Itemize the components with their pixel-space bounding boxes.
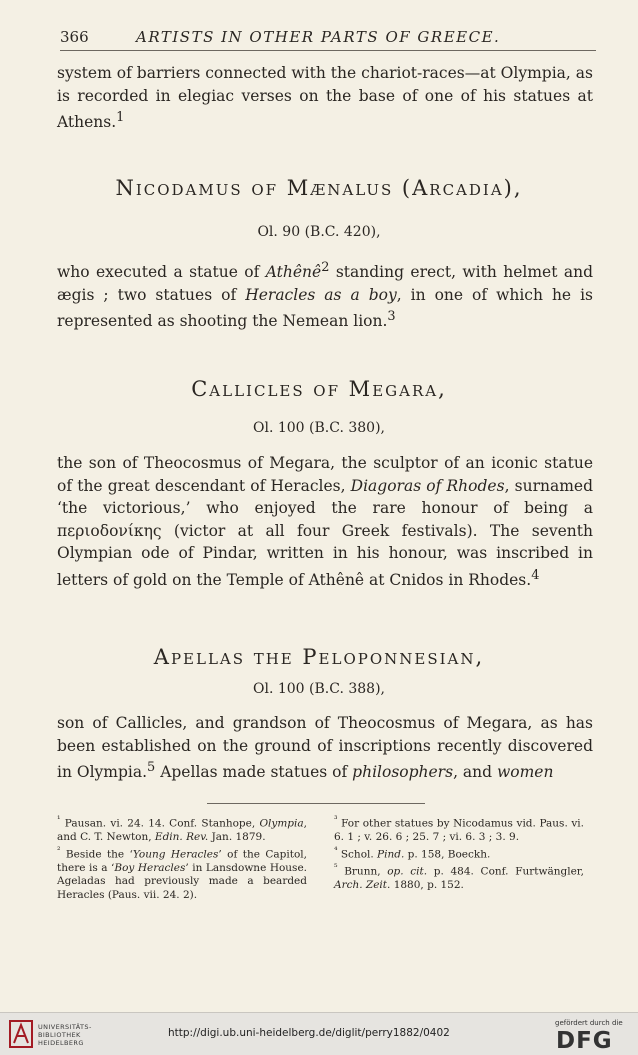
intro-text: system of barriers connected with the chariot-races—at Olympia, as is recorded in elegiac verses on the base of one of his statues at Athens.: [57, 64, 593, 132]
permalink-url[interactable]: http://digi.ub.uni-heidelberg.de/diglit/perry1882/0402: [168, 1027, 450, 1039]
running-head: [60, 28, 596, 48]
footnote-ref: 3: [387, 309, 396, 325]
digitization-footer: [0, 1012, 638, 1055]
footnote-ref: 2: [321, 260, 330, 275]
header-rule: [60, 50, 596, 51]
section-heading-apellas: Apellas the Peloponnesian,: [153, 645, 485, 669]
page-number: 366: [60, 28, 89, 46]
olympiad-date-nicodamus: Ol. 90 (B.C. 420),: [257, 224, 381, 240]
paragraph-callicles: the son of Theocosmus of Megara, the sculptor of an iconic statue of the great descendant of Heracles, Diagoras of Rhodes, surnamed ‘the victorious,’ who enjoyed the rare honour of being a περιοδονίκης (victor at all four Greek festivals). The seventh Olympian ode of Pindar, written in his honour, was inscribed in letters of gold on the Temple of Athênê at Cnidos in Rhodes.$^4$: [57, 454, 593, 589]
footnote-2: $^{^2}$ Beside the ‘Young Heracles’ of the Capitol, there is a ‘Boy Heracles’ in Lansdowne House. Ageladas had previously made a bearded Heracles (Paus. vii. 24. 2).: [57, 845, 307, 901]
running-title: ARTISTS IN OTHER PARTS OF GREECE.: [136, 28, 501, 46]
footnote-1: $^{^1}$ Pausan. vi. 24. 14. Conf. Stanhope, Olympia, and C. T. Newton, Edin. Rev. Jan. 1879.: [57, 815, 307, 843]
university-library-logo-icon: [8, 1018, 34, 1050]
olympiad-date-callicles: Ol. 100 (B.C. 380),: [253, 420, 385, 436]
footnotes-right-column: [334, 814, 584, 892]
footnote-4: $^{^4}$ Schol. Pind. p. 158, Boeckh.: [334, 845, 491, 860]
section-heading-callicles: Callicles of Megara,: [191, 377, 447, 401]
paragraph-apellas: son of Callicles, and grandson of Theocosmus of Megara, as has been established on the ground of inscriptions recently discovered in Olympia.$^5$ Apellas made statues of philosophers, and women: [57, 714, 593, 782]
funded-by-label: gefördert durch die: [555, 1019, 623, 1027]
library-name: UNIVERSITÄTS- BIBLIOTHEK HEIDELBERG: [38, 1023, 92, 1047]
dfg-logo: DFG: [556, 1028, 613, 1054]
footnotes-left-column: [57, 814, 307, 902]
intro-paragraph: [57, 62, 593, 134]
footnote-ref: 4: [531, 567, 540, 583]
olympiad-date-apellas: Ol. 100 (B.C. 388),: [253, 681, 385, 697]
section-heading-nicodamus: Nicodamus of Mænalus (Arcadia),: [115, 176, 523, 200]
footnote-ref: 1: [116, 110, 125, 125]
footnote-3: $^{^3}$ For other statues by Nicodamus vid. Paus. vi. 6. 1 ; v. 26. 6 ; 25. 7 ; vi. 6. 3 ; 3. 9.: [334, 815, 584, 843]
footnote-5: $^{^5}$ Brunn, op. cit. p. 484. Conf. Furtwängler, Arch. Zeit. 1880, p. 152.: [334, 862, 584, 891]
paragraph-nicodamus: who executed a statue of Athênê$^2$ standing erect, with helmet and ægis ; two statues of Heracles as a boy, in one of which he is represented as shooting the Nemean lion.$^3$: [57, 260, 593, 331]
footnote-ref: 5: [147, 760, 156, 775]
footnote-rule: [207, 803, 425, 804]
